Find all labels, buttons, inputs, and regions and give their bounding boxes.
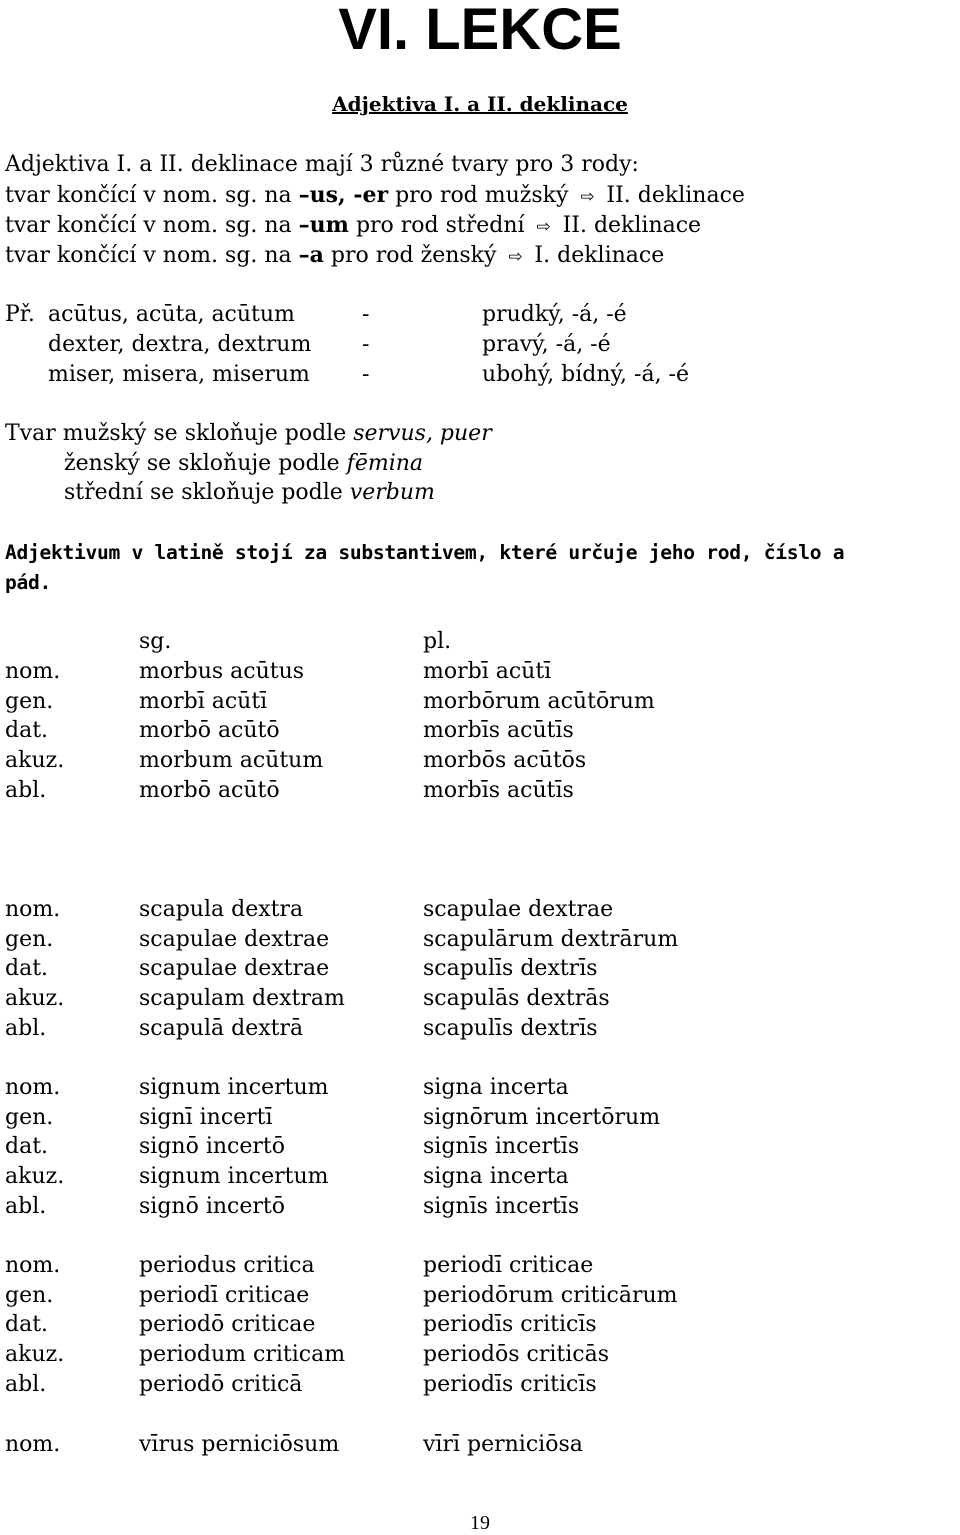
ending-feminine: –a (298, 242, 324, 268)
case-label: gen. (5, 1104, 54, 1130)
case-label: akuz. (5, 986, 65, 1012)
case-label: gen. (5, 688, 54, 714)
case-label: dat. (5, 1312, 49, 1338)
plural-form: signīs incertīs (423, 1134, 580, 1160)
intro-rule-feminine: tvar končící v nom. sg. na –a pro rod ženský ⇨ I. deklinace (5, 240, 664, 272)
grammar-note-line: Adjektivum v latině stojí za substantivem, které určuje jeho rod, číslo a (5, 541, 845, 564)
case-label: gen. (5, 1282, 54, 1308)
singular-form: signō incertō (139, 1193, 285, 1219)
case-label: abl. (5, 1015, 47, 1041)
table-row (5, 1132, 753, 1162)
singular-form: periodum criticam (139, 1342, 346, 1368)
paradigm-table (5, 657, 753, 805)
plural-form: periodīs criticīs (423, 1312, 597, 1338)
singular-form: signō incertō (139, 1134, 285, 1160)
case-label: nom. (5, 1253, 61, 1278)
example-dash: - (362, 302, 370, 327)
column-header-plural: pl. (423, 629, 452, 654)
plural-form: scapulās dextrās (423, 986, 610, 1012)
case-label: nom. (5, 897, 61, 922)
outline-right-arrow-icon: ⇨ (580, 187, 595, 207)
case-label: abl. (5, 1193, 47, 1219)
singular-form: periodī criticae (139, 1282, 310, 1308)
table-row (5, 1340, 753, 1370)
singular-form: scapulae dextrae (139, 956, 330, 982)
case-label: dat. (5, 718, 49, 744)
table-row (5, 954, 753, 984)
case-label: abl. (5, 1371, 47, 1397)
table-row (5, 657, 753, 687)
case-label: nom. (5, 659, 61, 684)
intro-rule-neuter: tvar končící v nom. sg. na –um pro rod střední ⇨ II. deklinace (5, 210, 701, 242)
example-dash: - (362, 332, 370, 357)
singular-form: scapulā dextrā (139, 1015, 304, 1041)
plural-form: morbōrum acūtōrum (423, 688, 655, 714)
outline-right-arrow-icon: ⇨ (536, 217, 551, 237)
case-label: akuz. (5, 1342, 65, 1368)
singular-form: morbus acūtus (139, 659, 305, 684)
paradigm-table (5, 1073, 753, 1221)
table-row (5, 925, 753, 955)
case-label: dat. (5, 1134, 49, 1160)
paradigm-table (5, 1251, 753, 1399)
paradigm-table (5, 895, 753, 1043)
gender-rule-neuter: střední se skloňuje podle verbum (64, 480, 435, 505)
singular-form: morbum acūtum (139, 748, 324, 774)
gender-rule-masculine: Tvar mužský se skloňuje podle servus, puer (5, 421, 492, 446)
table-row (5, 1192, 753, 1222)
grammar-note-line: pád. (5, 571, 51, 594)
plural-form: morbī acūtī (423, 659, 552, 684)
table-row (5, 1103, 753, 1133)
singular-form: morbō acūtō (139, 777, 280, 803)
example-dash: - (362, 362, 370, 387)
singular-form: periodō criticā (139, 1371, 303, 1397)
example-czech: ubohý, bídný, -á, -é (482, 362, 690, 387)
singular-form: vīrus perniciōsum (139, 1432, 340, 1457)
intro-line: Adjektiva I. a II. deklinace mají 3 různé tvary pro 3 rody: (5, 152, 639, 177)
example-czech: pravý, -á, -é (482, 332, 611, 357)
page-number: 19 (470, 1512, 490, 1534)
plural-form: morbīs acūtīs (423, 718, 574, 744)
intro-rule-masculine: tvar končící v nom. sg. na –us, -er pro rod mužský ⇨ II. deklinace (5, 180, 745, 212)
outline-right-arrow-icon: ⇨ (508, 247, 523, 267)
singular-form: scapulae dextrae (139, 926, 330, 952)
case-label: abl. (5, 777, 47, 803)
example-latin: miser, misera, miserum (48, 362, 310, 387)
ending-neuter: –um (298, 212, 349, 238)
table-row (5, 1281, 753, 1311)
plural-form: scapulārum dextrārum (423, 926, 679, 952)
singular-form: morbō acūtō (139, 718, 280, 744)
singular-form: scapulam dextram (139, 986, 345, 1012)
example-latin: dexter, dextra, dextrum (48, 332, 312, 357)
plural-form: morbīs acūtīs (423, 777, 574, 803)
table-row (5, 1370, 753, 1400)
singular-form: signum incertum (139, 1075, 329, 1100)
example-czech: prudký, -á, -é (482, 302, 627, 327)
singular-form: periodō criticae (139, 1312, 316, 1338)
plural-form: periodī criticae (423, 1253, 594, 1278)
case-label: dat. (5, 956, 49, 982)
case-label: gen. (5, 926, 54, 952)
table-row (5, 1073, 753, 1103)
table-row (5, 776, 753, 806)
ending-masculine: –us, -er (298, 182, 389, 208)
plural-form: scapulīs dextrīs (423, 956, 598, 982)
examples-label: Př. (5, 302, 35, 327)
case-label: nom. (5, 1432, 61, 1457)
plural-form: morbōs acūtōs (423, 748, 587, 774)
plural-form: signa incerta (423, 1075, 569, 1100)
case-label: nom. (5, 1075, 61, 1100)
example-latin: acūtus, acūta, acūtum (48, 302, 295, 327)
case-label: akuz. (5, 1164, 65, 1190)
paradigm-table (5, 1430, 753, 1460)
plural-form: signīs incertīs (423, 1193, 580, 1219)
table-row (5, 1251, 753, 1281)
plural-form: vīrī perniciōsa (423, 1432, 583, 1457)
singular-form: periodus critica (139, 1253, 315, 1278)
table-row (5, 746, 753, 776)
plural-form: periodōs criticās (423, 1342, 609, 1368)
plural-form: scapulīs dextrīs (423, 1015, 598, 1041)
case-label: akuz. (5, 748, 65, 774)
plural-form: periodōrum criticārum (423, 1282, 678, 1308)
plural-form: scapulae dextrae (423, 897, 614, 922)
table-row (5, 895, 753, 925)
table-row (5, 1162, 753, 1192)
table-row (5, 1430, 753, 1460)
page-title: VI. LEKCE (338, 0, 622, 62)
plural-form: periodīs criticīs (423, 1371, 597, 1397)
table-row (5, 1014, 753, 1044)
table-row (5, 984, 753, 1014)
plural-form: signa incerta (423, 1164, 569, 1190)
table-row (5, 716, 753, 746)
table-row (5, 1310, 753, 1340)
section-heading: Adjektiva I. a II. deklinace (332, 92, 628, 116)
singular-form: signum incertum (139, 1164, 329, 1190)
singular-form: scapula dextra (139, 897, 304, 922)
gender-rule-feminine: ženský se skloňuje podle fēmina (64, 451, 424, 476)
plural-form: signōrum incertōrum (423, 1104, 661, 1130)
singular-form: morbī acūtī (139, 688, 268, 714)
table-row (5, 687, 753, 717)
column-header-singular: sg. (139, 629, 172, 654)
singular-form: signī incertī (139, 1104, 273, 1130)
